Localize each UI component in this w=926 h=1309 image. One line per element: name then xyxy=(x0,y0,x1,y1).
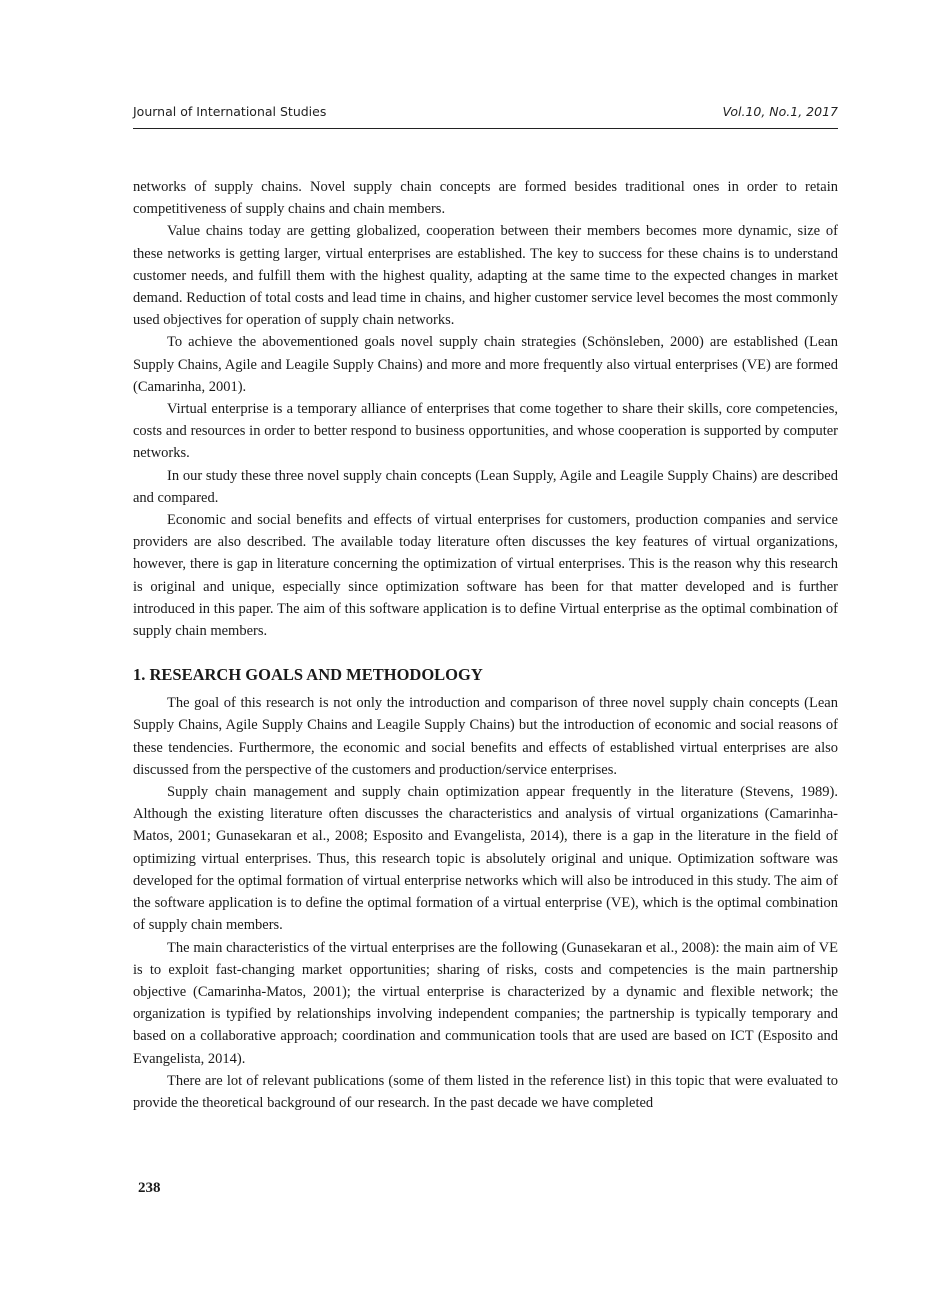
article-body xyxy=(133,176,838,1114)
paragraph: Value chains today are getting globalized, cooperation between their members becomes more dynamic, size of these networks is getting larger, virtual enterprises are established. The key to success for these chains is to understand customer needs, and fulfill them with the highest quality, adapting at the same time to the expected changes in market demand. Reduction of total costs and lead time in chains, and higher customer service level becomes the most commonly used objectives for operation of supply chain networks. xyxy=(133,223,838,329)
journal-title: Journal of International Studies xyxy=(133,104,327,119)
paragraph: In our study these three novel supply chain concepts (Lean Supply, Agile and Leagile Supply Chains) are described and compared. xyxy=(133,467,838,506)
paragraph: The main characteristics of the virtual enterprises are the following (Gunasekaran et al., 2008): the main aim of VE is to exploit fast-changing market opportunities; sharing of risks, costs and competencies is the main partnership objective (Camarinha-Matos, 2001); the virtual enterprise is characterized by a dynamic and flexible network; the organization is typified by relationships involving independent companies; the partnership is typically temporary and based on a collaborative approach; coordination and communication tools that are used are based on ICT (Esposito and Evangelista, 2014). xyxy=(133,939,838,1067)
paragraph: Economic and social benefits and effects of virtual enterprises for customers, production companies and service providers are also described. The available today literature often discusses the key features of virtual organizations, however, there is gap in literature concerning the optimization of virtual enterprises. This is the reason why this research is original and unique, especially since optimization software has been for that matter developed and is further introduced in this paper. The aim of this software application is to define Virtual enterprise as the optimal combination of supply chain members. xyxy=(133,512,838,640)
paragraph: Virtual enterprise is a temporary alliance of enterprises that come together to share their skills, core competencies, costs and resources in order to better respond to business opportunities, and whose cooperation is supported by computer networks. xyxy=(133,401,838,462)
section-heading: 1. RESEARCH GOALS AND METHODOLOGY xyxy=(133,665,483,685)
running-header xyxy=(133,100,838,129)
paragraph: There are lot of relevant publications (some of them listed in the reference list) in this topic that were evaluated to provide the theoretical background of our research. In the past decade we have completed xyxy=(133,1072,838,1111)
page-number: 238 xyxy=(138,1180,161,1196)
paragraph: Supply chain management and supply chain optimization appear frequently in the literature (Stevens, 1989). Although the existing literature often discusses the characteristics and analysis of virtual organizations (Camarinha-Matos, 2001; Gunasekaran et al., 2008; Esposito and Evangelista, 2014), there is a gap in the literature in the field of optimizing virtual enterprises. Thus, this research topic is absolutely original and unique. Optimization software was developed for the optimal formation of virtual enterprise networks which will also be introduced in this study. The aim of the software application is to define the optimal formation of a virtual enterprise (VE), which is the optimal combination of supply chain members. xyxy=(133,784,838,934)
volume-issue: Vol.10, No.1, 2017 xyxy=(722,104,838,119)
paragraph: The goal of this research is not only the introduction and comparison of three novel supply chain concepts (Lean Supply Chains, Agile Supply Chains and Leagile Supply Chains) but the introduction of economic and social reasons of these tendencies. Furthermore, the economic and social benefits and effects of established virtual enterprises are also discussed from the perspective of the customers and production/service enterprises. xyxy=(133,695,838,778)
paragraph: To achieve the abovementioned goals novel supply chain strategies (Schönsleben, 2000) are established (Lean Supply Chains, Agile and Leagile Supply Chains) and more and more frequently also virtual enterprises (VE) are formed (Camarinha, 2001). xyxy=(133,334,838,395)
paragraph: networks of supply chains. Novel supply chain concepts are formed besides traditional ones in order to retain competitiveness of supply chains and chain members. xyxy=(133,179,838,218)
